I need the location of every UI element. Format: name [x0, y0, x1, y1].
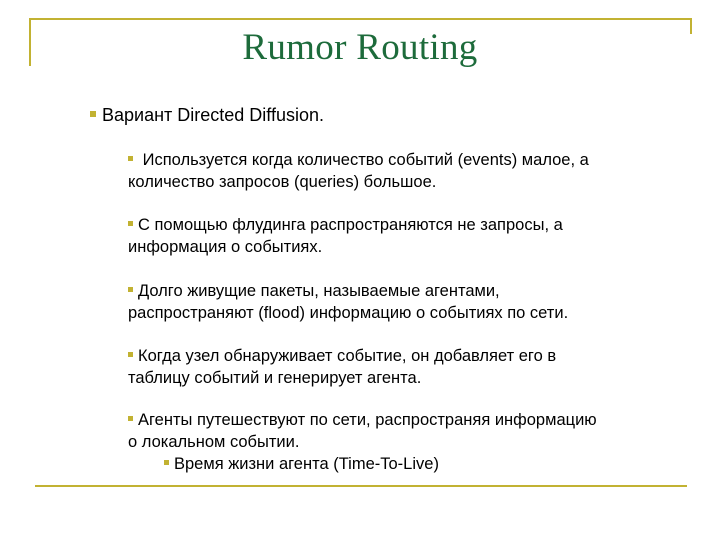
subitem-2-line1: С помощью флудинга распространяются не запросы, а	[128, 214, 688, 236]
subitem-5-nested	[164, 453, 439, 475]
subitem-1-line2: количество запросов (queries) большое.	[128, 173, 437, 191]
square-bullet-icon	[128, 416, 133, 421]
square-bullet-icon	[128, 221, 133, 226]
bullet-level1	[90, 103, 324, 127]
subitem-5-line1: Агенты путешествуют по сети, распространяя информацию	[128, 409, 688, 431]
subitem-3-line2: распространяют (flood) информацию о событиях по сети.	[128, 304, 569, 322]
subitem-5-nested-text: Время жизни агента (Time-To-Live)	[174, 455, 439, 473]
square-bullet-icon	[128, 352, 133, 357]
subitem-4	[128, 345, 688, 389]
slide-title	[0, 26, 720, 69]
square-bullet-icon	[90, 111, 96, 117]
subitem-1-line1: Используется когда количество событий (events) малое, а	[128, 149, 688, 171]
square-bullet-icon	[128, 287, 133, 292]
subitem-3	[128, 280, 688, 324]
frame-top-line	[29, 18, 692, 20]
frame-bottom-line	[35, 485, 687, 487]
square-bullet-icon	[128, 156, 133, 161]
subitem-5-line2: о локальном событии.	[128, 433, 300, 451]
subitem-4-line2: таблицу событий и генерирует агента.	[128, 369, 422, 387]
subitem-2	[128, 214, 688, 258]
bullet-level1-text: Вариант Directed Diffusion.	[102, 105, 325, 125]
subitem-3-line1: Долго живущие пакеты, называемые агентами,	[128, 280, 688, 302]
subitem-1	[128, 149, 688, 193]
slide-title-text: Rumor Routing	[242, 27, 478, 68]
square-bullet-icon	[164, 460, 169, 465]
subitem-2-line2: информация о событиях.	[128, 238, 323, 256]
subitem-5	[128, 409, 688, 453]
subitem-4-line1: Когда узел обнаруживает событие, он добавляет его в	[128, 345, 688, 367]
